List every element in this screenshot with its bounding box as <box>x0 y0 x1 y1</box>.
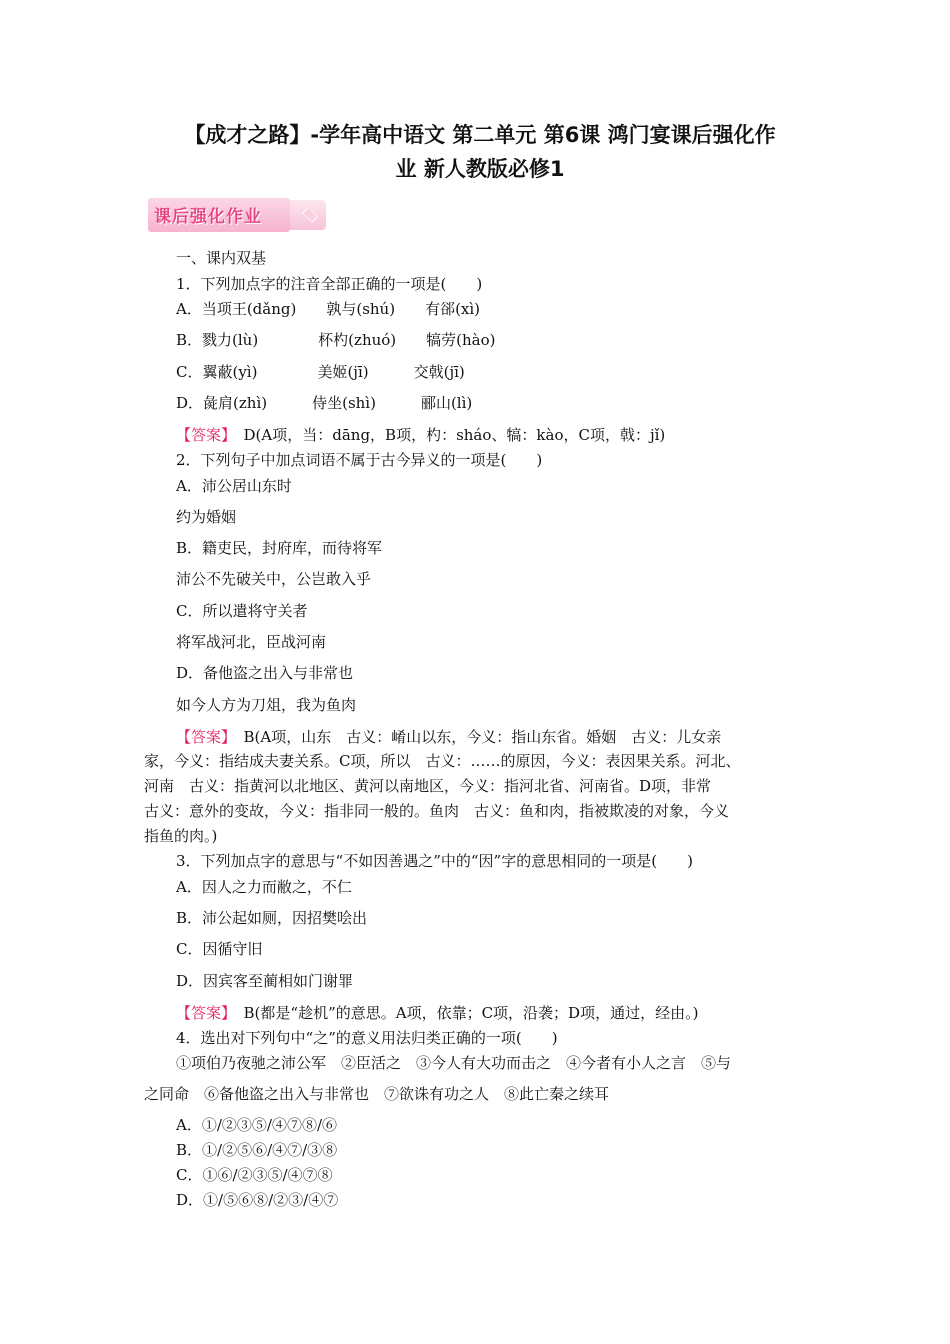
option-2a-2: 约为婚姻 <box>176 508 237 526</box>
title-line-2: 业 新人教版必修1 <box>395 157 565 181</box>
option-1d: D．彘肩(zhì) 侍坐(shì) 郦山(lì) <box>176 394 473 412</box>
answer-3-text: B(都是“趁机”的意思。A项，依靠；C项，沿袭；D项，通过，经由。) <box>243 1004 699 1022</box>
answer-2-line-5: 指鱼的肉。) <box>144 827 218 845</box>
option-3a: A．因人之力而敝之，不仁 <box>176 878 352 896</box>
option-2a-1: A．沛公居山东时 <box>176 477 292 495</box>
option-2b-2: 沛公不先破关中，公岂敢入乎 <box>176 570 372 588</box>
option-1c: C．翼蔽(yì) 美姬(jī) 交戟(jī) <box>176 363 465 381</box>
badge-label: 课后强化作业 <box>154 207 262 227</box>
sentences-4-line-2: 之同命 ⑥备他盗之出入与非常也 ⑦欲诛有功之人 ⑧此亡秦之续耳 <box>144 1085 610 1103</box>
section-heading: 一、课内双基 <box>176 249 267 267</box>
option-2c-2: 将军战河北，臣战河南 <box>176 633 327 651</box>
answer-tag: 【答案】 <box>176 426 229 444</box>
answer-2-line-2: 家，今义：指结成夫妻关系。C项，所以 古义：……的原因，今义：表因果关系。河北、 <box>144 752 741 770</box>
answer-1 <box>176 425 665 445</box>
option-4d: D．①/⑤⑥⑧/②③/④⑦ <box>176 1191 339 1209</box>
answer-2-line-4: 古义：意外的变故，今义：指非同一般的。鱼肉 古义：鱼和肉，指被欺凌的对象，今义 <box>144 802 730 820</box>
option-3d: D．因宾客至蔺相如门谢罪 <box>176 972 354 990</box>
option-2b-1: B．籍吏民，封府库，而待将军 <box>176 539 383 557</box>
answer-3 <box>176 1003 698 1023</box>
question-1: 1．下列加点字的注音全部正确的一项是( ) <box>176 275 483 293</box>
option-2d-1: D．备他盗之出入与非常也 <box>176 664 354 682</box>
question-3: 3．下列加点字的意思与“不如因善遇之”中的“因”字的意思相同的一项是( ) <box>176 852 693 870</box>
option-3b: B．沛公起如厕，因招樊哙出 <box>176 909 368 927</box>
option-3c: C．因循守旧 <box>176 940 263 958</box>
answer-2-line-1: B(A项，山东 古义：崤山以东，今义：指山东省。婚姻 古义：儿女亲 <box>243 728 722 746</box>
option-2d-2: 如今人方为刀俎，我为鱼肉 <box>176 696 357 714</box>
document-title <box>150 118 810 186</box>
answer-2 <box>176 727 721 747</box>
sentences-4-line-1: ①项伯乃夜驰之沛公军 ②臣活之 ③今人有大功而击之 ④今者有小人之言 ⑤与 <box>176 1054 732 1072</box>
answer-1-text: D(A项，当：dāng，B项，杓：sháo、犒：kào，C项，戟：jǐ) <box>243 426 666 444</box>
option-4a: A．①/②③⑤/④⑦⑧/⑥ <box>176 1116 337 1134</box>
option-2c-1: C．所以遣将守关者 <box>176 602 308 620</box>
answer-2-line-3: 河南 古义：指黄河以北地区、黄河以南地区，今义：指河北省、河南省。D项，非常 <box>144 777 712 795</box>
section-badge <box>148 198 326 232</box>
option-1b: B．戮力(lù) 杯杓(zhuó) 犒劳(hào) <box>176 331 496 349</box>
title-line-1: 【成才之路】-学年高中语文 第二单元 第6课 鸿门宴课后强化作 <box>184 123 776 147</box>
answer-tag: 【答案】 <box>176 1004 229 1022</box>
answer-tag: 【答案】 <box>176 728 229 746</box>
question-2: 2．下列句子中加点词语不属于古今异义的一项是( ) <box>176 451 543 469</box>
option-4b: B．①/②⑤⑥/④⑦/③⑧ <box>176 1141 338 1159</box>
option-1a: A．当项王(dǎng) 孰与(shú) 有郤(xì) <box>176 300 481 318</box>
option-4c: C．①⑥/②③⑤/④⑦⑧ <box>176 1166 333 1184</box>
question-4: 4．选出对下列句中“之”的意义用法归类正确的一项( ) <box>176 1029 558 1047</box>
